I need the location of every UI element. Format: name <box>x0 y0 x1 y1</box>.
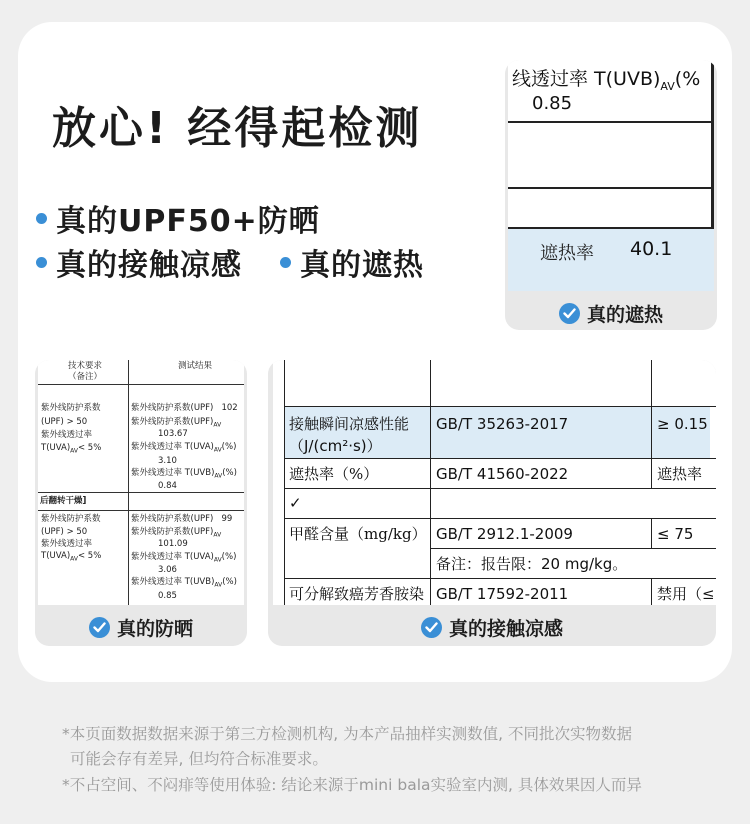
report-excerpt <box>38 360 244 605</box>
check-circle-icon <box>89 617 110 638</box>
requirement-text: 紫外线防护系数 <box>41 403 101 413</box>
uvb-value: 0.85 <box>532 93 573 114</box>
test-standard: GB/T 35263-2017 <box>436 415 569 433</box>
table-rule <box>38 492 244 493</box>
table-rule <box>430 548 716 549</box>
heat-shield-panel <box>505 60 717 330</box>
panel-caption: 真的防晒 <box>35 614 247 641</box>
result-value: 0.84 <box>158 481 177 491</box>
result-value: 3.06 <box>158 565 177 575</box>
result-text: 紫外线防护系数$(UPF)_{AV}$ <box>131 417 222 429</box>
table-rule <box>128 360 129 605</box>
test-item: 可分解致癌芳香胺染 <box>289 585 425 603</box>
feature-label: 真的遮热 <box>300 248 424 283</box>
table-rule <box>430 360 431 605</box>
feature-cooling <box>36 240 242 284</box>
result-value: 0.85 <box>158 591 177 601</box>
requirement-text: $T(UVA)_{AV}< 5\%$ <box>41 551 102 563</box>
test-standard: GB/T 17592-2011 <box>436 585 569 603</box>
page-title: 放心! 经得起检测 <box>52 103 423 154</box>
test-item: 接触瞬间凉感性能 <box>289 415 410 433</box>
section-label: 后翻转干燥] <box>40 496 87 506</box>
table-rule <box>284 360 285 605</box>
feature-heat-shield <box>280 240 424 284</box>
result-text: 紫外线防护系数(UPF) 102 <box>131 403 238 413</box>
feature-label: 真的接触凉感 <box>56 248 242 283</box>
column-header: （备注） <box>68 372 103 382</box>
result-value: 101.09 <box>158 539 188 549</box>
shade-rate-label: 遮热率 <box>540 243 594 264</box>
column-header: 技术要求 <box>68 361 103 371</box>
test-unit: （J/(cm²·s)） <box>289 437 382 455</box>
dot-icon <box>280 257 291 268</box>
panel-caption: 真的遮热 <box>505 300 717 327</box>
table-rule <box>651 578 652 605</box>
footnote: *本页面数据数据来源于第三方检测机构, 为本产品抽样实测数值, 不同批次实物数据 <box>62 725 632 743</box>
test-standard: GB/T 2912.1-2009 <box>436 525 573 543</box>
test-standard: GB/T 41560-2022 <box>436 465 569 483</box>
table-rule <box>284 488 716 489</box>
result-text: 紫外线透过率 $T(UVB)_{AV}(\%)$ <box>131 468 237 480</box>
result-text: 紫外线透过率 $T(UVB)_{AV}(\%)$ <box>131 577 237 589</box>
requirement-text: (UPF) > 50 <box>41 527 88 537</box>
column-header: 测试结果 <box>178 361 213 371</box>
result-value: 103.67 <box>158 429 188 439</box>
table-rule <box>508 121 714 123</box>
result-text: 紫外线防护系数$(UPF)_{AV}$ <box>131 527 222 539</box>
shade-rate-value: 40.1 <box>630 238 673 260</box>
table-rule <box>508 187 714 189</box>
table-rule <box>38 384 244 385</box>
requirement-text: $T(UVA)_{AV}< 5\%$ <box>41 443 102 455</box>
test-requirement: ≥ 0.15 <box>657 415 708 433</box>
check-circle-icon <box>421 617 442 638</box>
result-value: 3.10 <box>158 456 177 466</box>
sun-protection-panel <box>35 360 247 646</box>
footnote: 可能会存有差异, 但均符合标准要求。 <box>70 750 328 768</box>
panel-caption: 真的接触凉感 <box>268 614 716 641</box>
test-item: 甲醛含量（mg/kg） <box>289 525 427 543</box>
uvb-header: 线透过率 $T(UVB)_{AV}(\%$ <box>512 68 701 93</box>
report-excerpt <box>508 60 714 291</box>
footnote: *不占空间、不闷痱等使用体验: 结论来源于mini bala实验室内测, 具体效果因人而异 <box>62 776 642 794</box>
table-rule <box>38 510 244 511</box>
feature-upf <box>36 196 320 240</box>
result-text: 紫外线防护系数(UPF) 99 <box>131 514 233 524</box>
table-rule <box>651 518 652 548</box>
requirement-text: 紫外线透过率 <box>41 430 93 440</box>
test-item: 遮热率（%） <box>289 465 379 483</box>
test-requirement: ≤ 75 <box>657 525 694 543</box>
requirement-text: (UPF) > 50 <box>41 417 88 427</box>
test-requirement: 遮热率 <box>657 465 703 483</box>
requirement-text: 紫外线防护系数 <box>41 514 101 524</box>
table-rule <box>651 360 652 488</box>
check-circle-icon <box>559 303 580 324</box>
result-text: 紫外线透过率 $T(UVA)_{AV}(\%)$ <box>131 552 237 564</box>
contact-cooling-panel <box>268 360 716 646</box>
result-text: 紫外线透过率 $T(UVA)_{AV}(\%)$ <box>131 442 237 454</box>
report-excerpt <box>273 360 716 605</box>
test-remark: 备注：报告限：20 mg/kg。 <box>436 555 628 573</box>
feature-label: 真的UPF50+防晒 <box>56 204 320 239</box>
test-requirement: 禁用（≤ <box>657 585 715 603</box>
requirement-text: 紫外线透过率 <box>41 539 93 549</box>
dot-icon <box>36 213 47 224</box>
check-mark: ✓ <box>289 494 302 512</box>
table-rule <box>711 60 714 229</box>
dot-icon <box>36 257 47 268</box>
highlight-row <box>508 229 714 291</box>
